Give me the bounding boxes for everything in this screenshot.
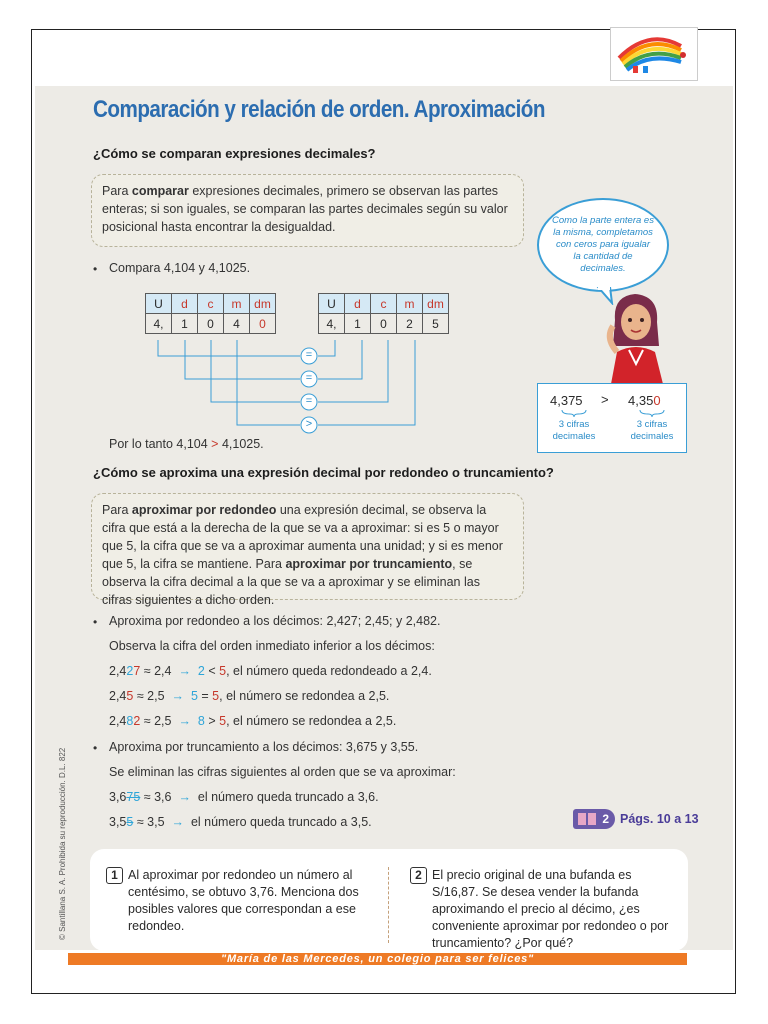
truncation-instruction: Aproxima por truncamiento a los décimos: 3,675 y 3,55. bbox=[109, 740, 419, 754]
cell: 0 bbox=[250, 314, 276, 334]
brace-marks bbox=[560, 408, 680, 418]
header-d: d bbox=[345, 294, 371, 314]
definition-box-compare bbox=[91, 174, 524, 247]
digit: 2 bbox=[197, 664, 205, 678]
bullet-dot: • bbox=[93, 741, 98, 755]
cell: 2 bbox=[397, 314, 423, 334]
box-text: Para bbox=[102, 503, 132, 517]
student-character bbox=[603, 290, 669, 384]
activity-text: Al aproximar por redondeo un número al centésimo, se obtuvo 3,76. Menciona dos posibles valores que correspondan a ese redondeo. bbox=[128, 868, 359, 933]
speech-bubble: Como la parte entera es la misma, completamos con ceros para igualar la cantidad de decimales. bbox=[537, 198, 669, 292]
comparison-example-box bbox=[537, 383, 687, 453]
header-m: m bbox=[224, 294, 250, 314]
question-approximate: ¿Cómo se aproxima una expresión decimal por redondeo o truncamiento? bbox=[93, 465, 554, 480]
truncation-example-1 bbox=[109, 790, 379, 804]
compare-instruction: Compara 4,104 y 4,1025. bbox=[109, 261, 251, 275]
activity-2 bbox=[410, 867, 680, 952]
approx: ≈ 3,5 bbox=[133, 815, 165, 829]
digit: 5 bbox=[219, 664, 227, 678]
cell: 1 bbox=[172, 314, 198, 334]
pages-text: Págs. 10 a 13 bbox=[620, 812, 699, 826]
removed-digits: 75 bbox=[126, 790, 141, 804]
header-c: c bbox=[198, 294, 224, 314]
digit-focus: 2 bbox=[126, 664, 134, 678]
box-text: , se observa la cifra decimal a la que se va a aproximar y se eliminan las cifras siguientes a dicho orden. bbox=[102, 557, 480, 607]
approx: ≈ 2,5 bbox=[133, 689, 165, 703]
activity-1 bbox=[106, 867, 366, 935]
approx: ≈ 3,6 bbox=[140, 790, 172, 804]
truncation-remove: Se eliminan las cifras siguientes al orden que se va aproximar: bbox=[109, 765, 456, 779]
arrow-icon: → bbox=[178, 714, 191, 728]
rounding-instruction: Aproxima por redondeo a los décimos: 2,427; 2,45; y 2,482. bbox=[109, 614, 441, 628]
digit-next: 5 bbox=[126, 689, 134, 703]
box-bold: aproximar por truncamiento bbox=[285, 557, 453, 571]
truncation-example-2 bbox=[109, 815, 372, 829]
added-zero: 0 bbox=[653, 393, 661, 408]
school-motto-banner: "María de las Mercedes, un colegio para ser felices" bbox=[68, 953, 687, 965]
digits: 2,4 bbox=[109, 664, 127, 678]
approx: ≈ 2,4 bbox=[140, 664, 172, 678]
box-bold: aproximar por redondeo bbox=[131, 503, 277, 517]
pages-num: 2 bbox=[602, 812, 609, 826]
header-m: m bbox=[397, 294, 423, 314]
page-title: Comparación y relación de orden. Aproximación bbox=[93, 96, 545, 123]
greater-sign: > bbox=[211, 437, 219, 451]
header-u: U bbox=[146, 294, 172, 314]
book-icon bbox=[573, 809, 615, 829]
text: Por lo tanto 4,104 bbox=[109, 437, 212, 451]
cell: 1 bbox=[345, 314, 371, 334]
divider bbox=[388, 867, 390, 943]
question-compare: ¿Cómo se comparan expresiones decimales? bbox=[93, 146, 376, 161]
approx: ≈ 2,5 bbox=[140, 714, 172, 728]
symbol-greater: > bbox=[305, 418, 313, 430]
bullet-dot: • bbox=[93, 262, 98, 276]
digit: 8 bbox=[197, 714, 205, 728]
symbol-equal: = bbox=[305, 372, 313, 384]
compare-conclusion bbox=[109, 437, 264, 451]
activity-number: 2 bbox=[410, 867, 427, 884]
digit-next: 7 bbox=[133, 664, 141, 678]
cell: 5 bbox=[423, 314, 449, 334]
label-left: 3 cifras decimales bbox=[552, 419, 596, 442]
cell: 0 bbox=[371, 314, 397, 334]
rounding-example-2 bbox=[109, 689, 389, 703]
result-text: el número queda truncado a 3,5. bbox=[190, 815, 372, 829]
rounding-example-3 bbox=[109, 714, 396, 728]
header-d: d bbox=[172, 294, 198, 314]
arrow-icon: → bbox=[178, 664, 191, 678]
school-logo bbox=[610, 27, 698, 81]
digit-next: 8 bbox=[126, 714, 134, 728]
bullet-dot: • bbox=[93, 615, 98, 629]
box-text: una expresión decimal, se observa la cifra que está a la derecha de la que se va a aproximar: si es 5 o mayor que 5, la cifra que se va a aproximar aumenta una unidad; y si es menor que 5, la cifra se mantiene. Para bbox=[102, 503, 503, 571]
rounding-example-1 bbox=[109, 664, 432, 678]
activities-panel bbox=[90, 849, 688, 951]
rounding-observe: Observa la cifra del orden inmediato inferior a los décimos: bbox=[109, 639, 435, 653]
operator: < bbox=[208, 664, 216, 678]
label-right: 3 cifras decimales bbox=[630, 419, 674, 442]
number-right bbox=[628, 393, 661, 408]
text: 4,1025. bbox=[218, 437, 264, 451]
result-text: , el número se redondea a 2,5. bbox=[219, 689, 390, 703]
arrow-icon: → bbox=[171, 815, 184, 829]
result-text: el número queda truncado a 3,6. bbox=[197, 790, 379, 804]
digits: 3,6 bbox=[109, 790, 127, 804]
cell: 0 bbox=[198, 314, 224, 334]
digit: 5 bbox=[212, 689, 220, 703]
header-u: U bbox=[319, 294, 345, 314]
symbol-equal: = bbox=[305, 395, 313, 407]
result-text: , el número se redondea a 2,5. bbox=[226, 714, 397, 728]
box-bold: comparar bbox=[131, 184, 189, 198]
operator: > bbox=[208, 714, 216, 728]
activity-text: El precio original de una bufanda es S/16,87. Se desea vender la bufanda aproximando el precio al décimo, ¿es conveniente aproximar por redondeo o por truncamiento? ¿Por qué? bbox=[432, 868, 669, 950]
copyright-note: © Santillana S. A. Prohibida su reproducción. D.L. 822 bbox=[58, 747, 67, 940]
definition-box-approximate bbox=[91, 493, 524, 607]
pages-reference bbox=[573, 808, 699, 830]
comparison-connectors bbox=[140, 336, 440, 436]
digits: 2,4 bbox=[109, 714, 127, 728]
greater-sign: > bbox=[601, 392, 609, 407]
place-value-table-1 bbox=[145, 293, 276, 334]
digits: 3,5 bbox=[109, 815, 127, 829]
box-text: Para bbox=[102, 184, 132, 198]
box-text: expresiones decimales, primero se observan las partes enteras; si son iguales, se comparan las partes decimales según su valor posicional hasta encontrar la desigualdad. bbox=[102, 184, 508, 234]
removed-digits: 5 bbox=[126, 815, 134, 829]
digit: 2 bbox=[133, 714, 141, 728]
place-value-table-2 bbox=[318, 293, 449, 334]
cell: 4, bbox=[319, 314, 345, 334]
activity-number: 1 bbox=[106, 867, 123, 884]
cell: 4, bbox=[146, 314, 172, 334]
arrow-icon: → bbox=[178, 790, 191, 804]
header-dm: dm bbox=[250, 294, 276, 314]
arrow-icon: → bbox=[171, 689, 184, 703]
symbol-equal: = bbox=[305, 349, 313, 361]
operator: = bbox=[201, 689, 209, 703]
digits: 4,35 bbox=[628, 393, 654, 408]
digits: 2,4 bbox=[109, 689, 127, 703]
result-text: , el número queda redondeado a 2,4. bbox=[226, 664, 432, 678]
digit: 5 bbox=[190, 689, 198, 703]
header-c: c bbox=[371, 294, 397, 314]
digit: 5 bbox=[219, 714, 227, 728]
header-dm: dm bbox=[423, 294, 449, 314]
number-left: 4,375 bbox=[550, 393, 583, 408]
cell: 4 bbox=[224, 314, 250, 334]
